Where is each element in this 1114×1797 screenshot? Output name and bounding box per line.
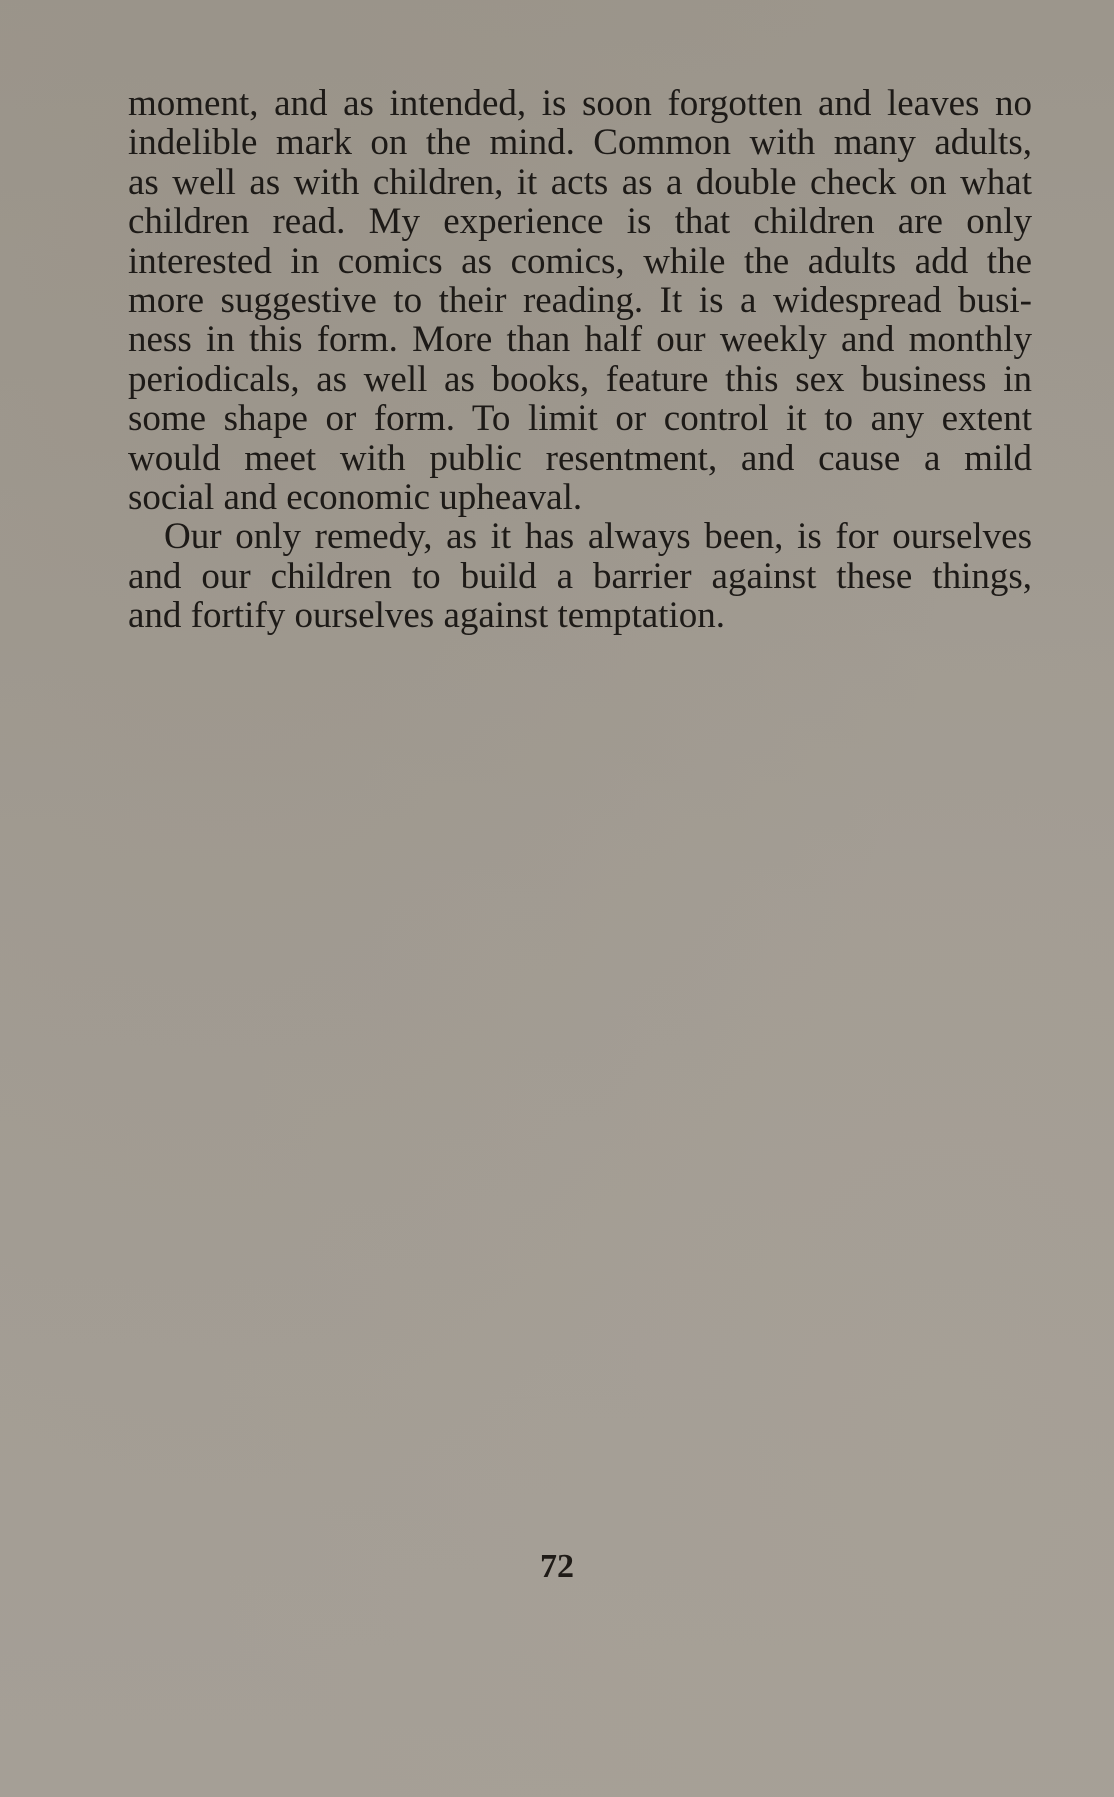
body-text — [128, 84, 1032, 635]
text-line: social and economic upheaval. — [128, 476, 583, 518]
text-line: children read. My experience is that children are only — [128, 201, 1032, 243]
paragraph-2 — [128, 517, 1032, 635]
text-line: interested in comics as comics, while the adults add the — [128, 240, 1032, 282]
paragraph-1 — [128, 84, 1032, 517]
text-line: and fortify ourselves against temptation. — [128, 595, 725, 637]
text-line: more suggestive to their reading. It is a widespread busi- — [128, 279, 1032, 321]
text-line: moment, and as intended, is soon forgotten and leaves no — [128, 83, 1032, 124]
text-line: would meet with public resentment, and cause a mild — [128, 437, 1032, 479]
text-line: periodicals, as well as books, feature this sex business in — [128, 358, 1032, 400]
text-line: some shape or form. To limit or control it to any extent — [128, 398, 1032, 440]
text-line: indelible mark on the mind. Common with many adults, — [128, 122, 1032, 164]
text-line: and our children to build a barrier against these things, — [128, 555, 1032, 597]
page-number: 72 — [540, 1548, 574, 1585]
text-line: ness in this form. More than half our weekly and monthly — [128, 319, 1032, 361]
text-line: as well as with children, it acts as a double check on what — [128, 161, 1032, 203]
text-line: Our only remedy, as it has always been, is for ourselves — [164, 516, 1032, 558]
